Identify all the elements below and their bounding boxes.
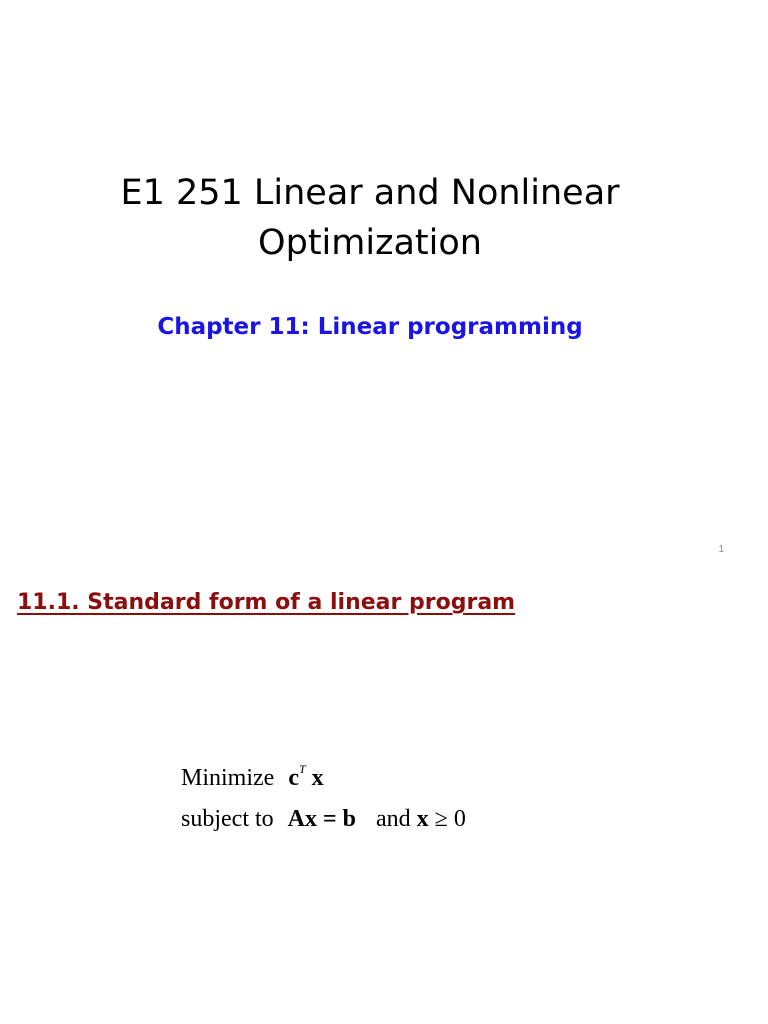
objective-variable: x <box>311 765 324 791</box>
slide-title <box>0 168 740 268</box>
nonneg-relation: ≥ 0 <box>434 806 466 832</box>
constraint-label: subject to <box>181 806 274 832</box>
nonneg-variable: x <box>416 806 429 832</box>
objective-label: Minimize <box>181 765 275 791</box>
slide-title-line-1: E1 251 Linear and Nonlinear <box>120 173 620 213</box>
constraint-connector: and <box>376 806 411 832</box>
objective-vector: c <box>288 765 299 791</box>
chapter-subtitle: Chapter 11: Linear programming <box>157 314 583 340</box>
slide-title-line-2: Optimization <box>258 223 482 263</box>
slide-2 <box>0 570 768 1024</box>
constraint-equation: Ax = b <box>287 806 357 832</box>
objective-line <box>181 762 324 792</box>
transpose-superscript: T <box>298 762 306 776</box>
section-heading: 11.1. Standard form of a linear program <box>17 590 516 615</box>
page-number: 1 <box>718 544 724 555</box>
constraint-line <box>181 806 466 833</box>
